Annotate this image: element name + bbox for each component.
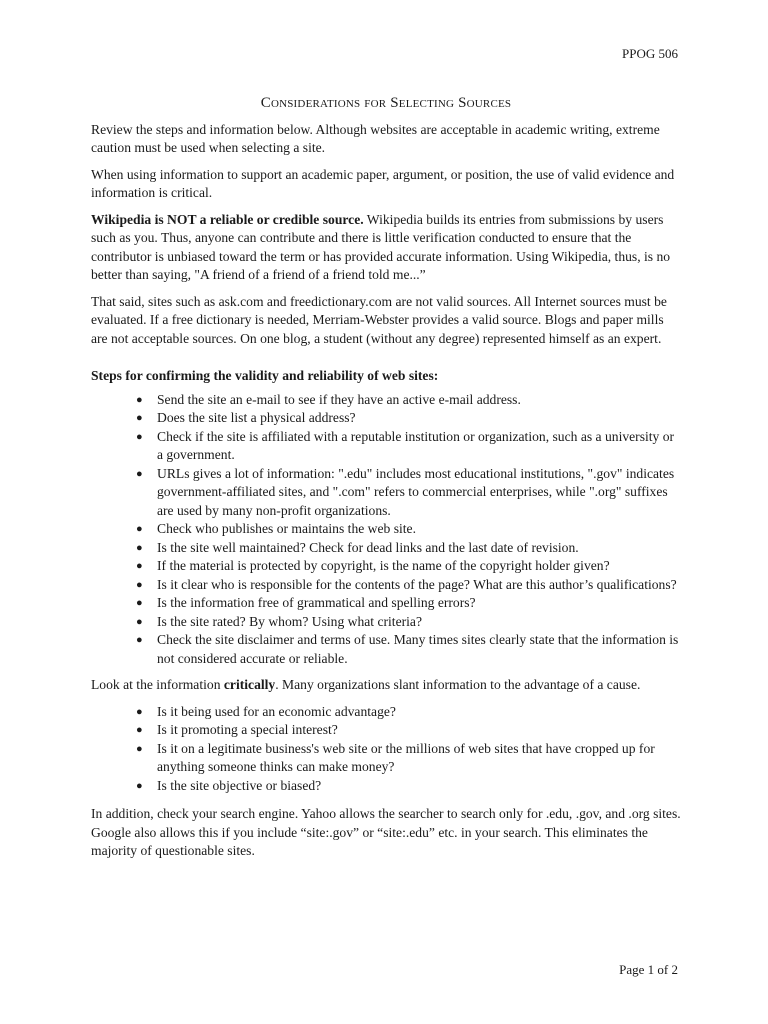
- list-item-text: Is it clear who is responsible for the contents of the page? What are this author’s qualifications?: [157, 576, 677, 592]
- support-paragraph: When using information to support an academic paper, argument, or position, the use of valid evidence and information is critical.: [91, 166, 675, 200]
- bullet-icon: ●: [136, 541, 143, 554]
- list-item: [136, 631, 681, 668]
- critically-emphasis: critically: [223, 677, 276, 692]
- wikipedia-paragraph: [91, 211, 681, 285]
- list-item-text: Is the site objective or biased?: [157, 777, 322, 793]
- bullet-icon: ●: [136, 467, 143, 480]
- list-item: [136, 391, 681, 410]
- list-item-text: Is it on a legitimate business's web site or the millions of web sites that have cropped up for anything someone thinks can make money?: [157, 740, 655, 774]
- list-item-text: Is the site well maintained? Check for dead links and the last date of revision.: [157, 539, 579, 555]
- document-body: [91, 94, 681, 869]
- intro-paragraph: Review the steps and information below. Although websites are acceptable in academic writing, extreme caution must be used when selecting a site.: [91, 121, 660, 155]
- list-item: [136, 777, 681, 796]
- bullet-icon: ●: [136, 430, 143, 443]
- invalid-sources-paragraph: That said, sites such as ask.com and freedictionary.com are not valid sources. All Internet sources must be evaluated. If a free dictionary is needed, Merriam-Webster provides a valid source. Blogs and paper mills are not acceptable sources. On one blog, a student (without any degree) represented himself as an expert.: [91, 293, 667, 346]
- list-item: [136, 409, 681, 428]
- bullet-icon: ●: [136, 742, 143, 755]
- bullet-icon: ●: [136, 578, 143, 591]
- bullet-icon: ●: [136, 523, 143, 535]
- list-item-text: Check if the site is affiliated with a reputable institution or organization, such as a university or a government.: [157, 428, 675, 462]
- bullet-icon: ●: [136, 597, 143, 609]
- list-item-text: Is the site rated? By whom? Using what criteria?: [157, 613, 422, 629]
- wikipedia-explanation: Wikipedia builds its entries from submissions by users such as you. Thus, anyone can contribute and there is little verification conducted to ensure that the contributor is unbiased toward the term or has provided accurate information. Using Wikipedia, thus, is no better than saying, "A friend of a friend of a friend told me...”: [91, 211, 671, 282]
- list-item: [136, 703, 681, 722]
- list-item-text: Does the site list a physical address?: [157, 410, 356, 425]
- critically-tail: . Many organizations slant information to the advantage of a cause.: [275, 677, 641, 692]
- bullet-icon: ●: [136, 615, 143, 628]
- wikipedia-warning: Wikipedia is NOT a reliable or credible source.: [91, 211, 364, 227]
- list-item-text: Is the information free of grammatical and spelling errors?: [157, 595, 476, 610]
- list-item: [136, 428, 681, 465]
- list-item: [136, 721, 681, 740]
- list-item: [136, 465, 681, 521]
- page-title: Considerations for Selecting Sources: [260, 95, 512, 111]
- bullet-icon: ●: [136, 779, 143, 792]
- bullet-icon: ●: [136, 393, 143, 406]
- bullet-icon: ●: [136, 560, 143, 572]
- list-item-text: Check who publishes or maintains the web site.: [157, 521, 416, 536]
- bullet-icon: ●: [136, 412, 143, 424]
- page-number: Page 1 of 2: [619, 962, 678, 977]
- list-item-text: Check the site disclaimer and terms of use. Many times sites clearly state that the information is not considered accurate or reliable.: [157, 632, 679, 666]
- critically-lead: Look at the information: [91, 677, 224, 692]
- search-engine-paragraph: In addition, check your search engine. Yahoo allows the searcher to search only for .edu, .gov, and .org sites. Google also allows this if you include “site:.gov” or “site:.edu” etc. in your search. This eliminates the majority of questionable sites.: [91, 806, 681, 858]
- page-header-code: PPOG 506: [622, 46, 678, 61]
- list-item: [136, 520, 681, 539]
- list-item: [136, 576, 681, 595]
- list-item-text: Is it promoting a special interest?: [157, 722, 338, 737]
- list-item-text: URLs gives a lot of information: ".edu" includes most educational institutions, ".gov" indicates government-affiliated sites, and ".com" refers to commercial enterprises, while ".org" suffixes are used by many non-profit organizations.: [157, 465, 675, 518]
- list-item: [136, 740, 681, 777]
- steps-heading: Steps for confirming the validity and reliability of web sites:: [91, 368, 439, 383]
- critically-paragraph: [91, 676, 681, 695]
- list-item-text: Is it being used for an economic advantage?: [157, 703, 396, 719]
- bullet-icon: ●: [136, 724, 143, 736]
- list-item: [136, 557, 681, 576]
- bullet-icon: ●: [136, 705, 143, 718]
- critical-questions-list: [91, 703, 681, 796]
- list-item: [136, 539, 681, 558]
- list-item-text: If the material is protected by copyright, is the name of the copyright holder given?: [157, 558, 610, 573]
- list-item-text: Send the site an e-mail to see if they have an active e-mail address.: [157, 391, 521, 407]
- list-item: [136, 594, 681, 613]
- steps-list: [91, 391, 681, 669]
- list-item: [136, 613, 681, 632]
- bullet-icon: ●: [136, 634, 143, 646]
